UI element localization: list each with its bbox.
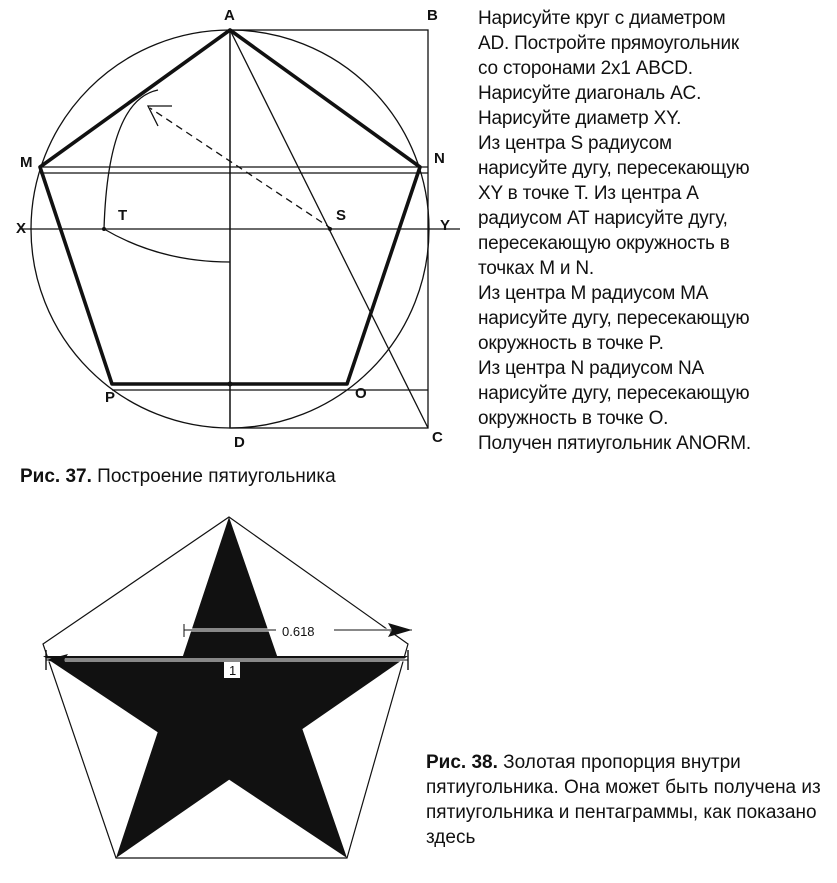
instruction-line: Получен пятиугольник ANORM. <box>478 433 751 454</box>
instruction-line: нарисуйте дугу, пересекающую <box>478 383 750 404</box>
instruction-line: XY в точке T. Из центра A <box>478 183 699 204</box>
label-y: Y <box>440 217 451 234</box>
instruction-line: пересекающую окружность в <box>478 233 730 254</box>
label-a: A <box>224 7 235 24</box>
label-t: T <box>118 207 128 224</box>
instruction-line: Из центра S радиусом <box>478 133 672 154</box>
point-s-mark <box>328 227 332 231</box>
instruction-line: нарисуйте дугу, пересекающую <box>478 158 750 179</box>
figure-38-caption <box>426 750 821 850</box>
label-d: D <box>234 434 245 451</box>
label-s: S <box>336 207 347 224</box>
construction-instructions <box>478 6 823 456</box>
center-mark <box>228 382 233 387</box>
point-t-mark <box>102 227 106 231</box>
figure-38-caption-text: Золотая пропорция внутри пятиугольника. Она может быть получена из пятиугольника и пентаграммы, как показано здесь <box>426 752 821 848</box>
instruction-line: Из центра M радиусом MA <box>478 283 709 304</box>
instruction-line: Нарисуйте диаметр XY. <box>478 108 682 129</box>
instruction-line: AD. Постройте прямоугольник <box>478 33 739 54</box>
arc-from-a <box>104 229 230 262</box>
figure-37-caption-text: Построение пятиугольника <box>97 466 336 487</box>
label-c: C <box>432 429 443 446</box>
label-b: B <box>427 7 438 24</box>
instruction-line: точках M и N. <box>478 258 595 279</box>
instruction-line: Нарисуйте круг с диаметром <box>478 8 726 29</box>
pentagram-golden-ratio-diagram <box>0 500 430 883</box>
figure-37-number: Рис. 37. <box>20 466 92 487</box>
dimension-label-short: 0.618 <box>282 624 315 639</box>
figure-37-caption <box>20 466 336 488</box>
label-x: X <box>16 220 27 237</box>
pentagon-construction-diagram <box>0 0 470 460</box>
instruction-line: Нарисуйте диагональ AC. <box>478 83 702 104</box>
dashed-radius <box>150 108 332 229</box>
instruction-line: окружность в точке P. <box>478 333 664 354</box>
instruction-line: радиусом AT нарисуйте дугу, <box>478 208 728 229</box>
instruction-line: Из центра N радиусом NA <box>478 358 705 379</box>
instruction-line: со сторонами 2х1 ABCD. <box>478 58 693 79</box>
dimension-label-long: 1 <box>229 663 237 678</box>
label-p: P <box>105 389 116 406</box>
pentagram-star <box>43 517 408 858</box>
label-o: O <box>355 385 367 402</box>
instruction-line: нарисуйте дугу, пересекающую <box>478 308 750 329</box>
label-m: M <box>20 154 33 171</box>
instruction-line: окружность в точке O. <box>478 408 669 429</box>
figure-38-number: Рис. 38. <box>426 752 498 773</box>
label-n: N <box>434 150 445 167</box>
